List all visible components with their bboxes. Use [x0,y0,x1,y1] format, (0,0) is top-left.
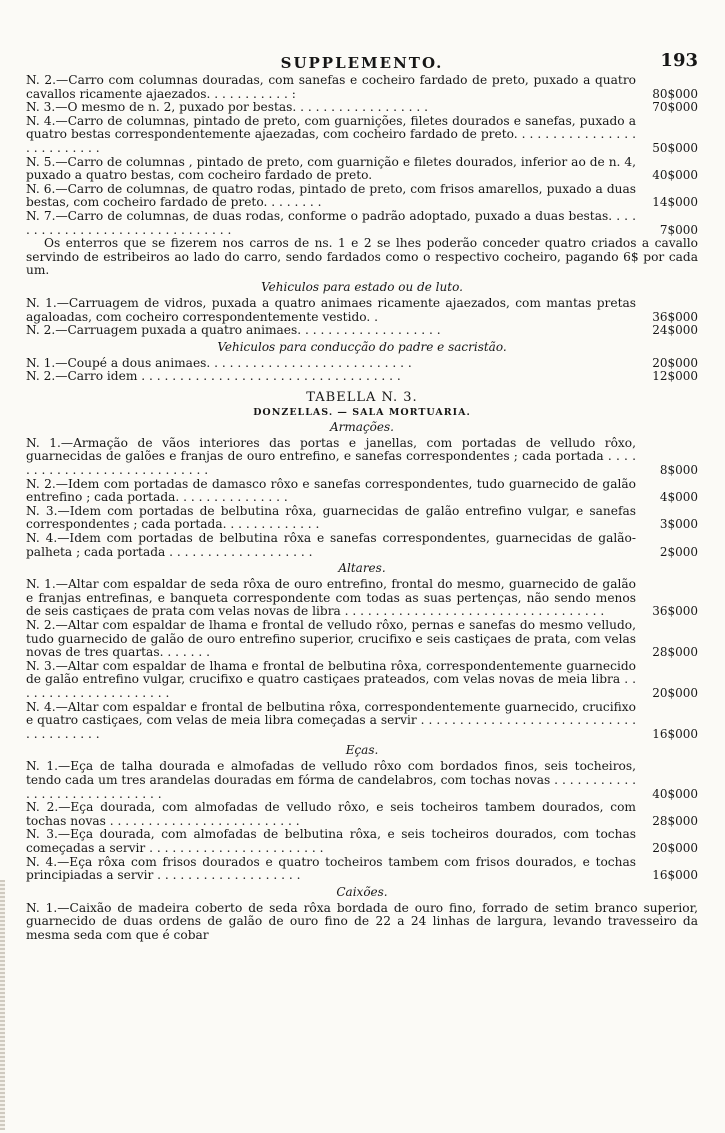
section-heading: Altares. [338,561,386,576]
price: 20$000 [652,840,698,855]
price: 4$000 [659,490,698,505]
price: 16$000 [652,726,698,741]
price: 40$000 [652,786,698,801]
price: 12$000 [652,369,698,384]
page-edge [0,880,5,1130]
section-heading: Vehiculos para estado ou de luto. [261,279,463,294]
list-item: N. 4.—Eça rôxa com frisos dourados e quatro tocheiros tambem com frisos dourados, e tochas principiadas a servir . . . . . . . . . . . . . . . . . . . 16$000 [26,854,698,883]
table-subtitle: DONZELLAS. — SALA MORTUARIA. [253,406,471,418]
price: 20$000 [652,685,698,700]
list-item: N. 4.—Idem com portadas de belbutina rôxa e sanefas correspondentes, guarnecidas de galão-palheta ; cada portada . . . . . . . . . . . . . . . . . . . 2$000 [26,531,698,559]
list-item: N. 3.—Idem com portadas de belbutina rôxa, guarnecidas de galão entrefino vulgar, e sanefas correspondentes ; cada portada. . . . . . . . . . . . . 3$000 [26,503,698,532]
list-item: N. 6.—Carro de columnas, de quatro rodas, pintado de preto, com frisos amarellos, puxado a duas bestas, com cocheiro fardado de preto. . . . . . . . 14$000 [26,181,698,210]
luto-list [26,297,698,338]
section-heading: Armações. [330,419,394,434]
list-item: N. 3.—O mesmo de n. 2, puxado por bestas. . . . . . . . . . . . . . . . . . 70$000 [26,100,698,115]
altares-list [26,578,698,741]
page-number: 193 [660,50,698,71]
price: 80$000 [652,86,698,101]
list-item: N. 2.—Eça dourada, com almofadas de velludo rôxo, e seis tocheiros tambem dourados, com tochas novas . . . . . . . . . . . . . . . . . . . . . . . . . 28$000 [26,800,698,828]
caixoes-list [26,902,698,943]
running-header [26,50,698,74]
list-item: N. 2.—Idem com portadas de damasco rôxo e sanefas correspondentes, tudo guarnecido de galão entrefino ; cada portada. . . . . . . . . . . . . . . 4$000 [26,476,698,505]
price: 20$000 [652,355,698,370]
list-item: N. 3.—Altar com espaldar de lhama e frontal de belbutina rôxa, correspondentemente guarnecido de galão entrefino vulgar, crucifixo e quatro castiçaes prateados, com velas novas de meia libra . . . . . . . . . . . . . . . . . . . . . 20$000 [26,658,698,700]
list-item: N. 4.—Carro de columnas, pintado de preto, com guarnições, filetes dourados e sanefas, puxado a quatro bestas correspondentemente ajaezadas, com cocheiro fardado de preto. . . . . . . . . . . . . . . . . . . . . . . . . . 50$000 [26,113,698,155]
list-item: N. 7.—Carro de columnas, de duas rodas, conforme o padrão adoptado, puxado a duas bestas. . . . . . . . . . . . . . . . . . . . . . . . . . . . . . . 7$000 [26,208,698,237]
price: 36$000 [652,604,698,619]
price: 50$000 [652,140,698,155]
carros-list [26,74,698,237]
nota-paragraph: Os enterros que se fizerem nos carros de ns. 1 e 2 se lhes poderão conceder quatro criados a cavallo servindo de estribeiros ao lado do carro, sendo fardados como o respectivo cocheiro, pagando 6$ por cada um. [26,236,698,278]
price: 7$000 [659,222,698,237]
section-heading: Eças. [345,743,379,758]
list-item: N. 5.—Carro de columnas , pintado de preto, com guarnição e filetes dourados, inferior ao de n. 4, puxado a quatro bestas, com cocheiro fardado de preto. 40$000 [26,154,698,183]
price: 28$000 [652,813,698,828]
list-item: N. 2.—Altar com espaldar de lhama e frontal de velludo rôxo, pernas e sanefas do mesmo velludo, tudo guarnecido de galão de ouro entrefino superior, crucifixo e seis castiçaes de prata, com velas novas de tres quartas. . . . . . . 28$000 [26,618,698,660]
price: 40$000 [652,168,698,183]
document-page [26,50,698,942]
price: 14$000 [652,195,698,210]
list-item: N. 2.—Carro idem . . . . . . . . . . . . . . . . . . . . . . . . . . . . . . . . . . 12$000 [26,369,698,384]
list-item: N. 3.—Eça dourada, com almofadas de belbutina rôxa, e seis tocheiros dourados, com tochas começadas a servir . . . . . . . . . . . . . . . . . . . . . . . 20$000 [26,827,698,855]
list-item: N. 1.—Eça de talha dourada e almofadas de velludo rôxo com bordados finos, seis tocheiros, tendo cada um tres arandelas douradas em fórma de candelabros, com tochas novas . . . . . . . . . . . . . . . . . . . . . . . . . . . . . 40$000 [26,759,698,801]
list-item: N. 1.—Coupé a dous animaes. . . . . . . . . . . . . . . . . . . . . . . . . . . 20$000 [26,355,698,370]
list-item: N. 1.—Caixão de madeira coberto de seda rôxa bordada de ouro fino, forrado de setim branco superior, guarnecido de duas ordens de galão de ouro fino de 22 a 24 linhas de largura, levando travesseiro da mesma seda com que é cobar [26,900,698,942]
list-item: N. 1.—Altar com espaldar de seda rôxa de ouro entrefino, frontal do mesmo, guarnecido de galão e franjas entrefinas, e banqueta correspondente com todas as suas pertenças, não sendo menos de seis castiçaes de prata com velas novas de libra . . . . . . . . . . . . . . . . . . . . . . . . . . . . . . . . . . 36$000 [26,577,698,619]
price: 70$000 [652,100,698,115]
ecas-list [26,760,698,882]
armacoes-list [26,437,698,559]
list-item: N. 1.—Carruagem de vidros, puxada a quatro animaes ricamente ajaezados, com mantas pretas agaloadas, com cocheiro correspondentemente vestido. . 36$000 [26,295,698,324]
list-item: N. 1.—Armação de vãos interiores das portas e janellas, com portadas de velludo rôxo, guarnecidas de galões e franjas de ouro entrefino, e sanefas correspondentes ; cada portada . . . . . . . . . . . . . . . . . . . . . . . . . . . . 8$000 [26,435,698,478]
padre-list [26,357,698,384]
price: 8$000 [659,463,698,478]
price: 24$000 [652,323,698,338]
price: 2$000 [659,544,698,559]
section-heading: Vehiculos para conducção do padre e sacristão. [217,339,507,354]
table-title: TABELLA N. 3. [306,389,418,405]
list-item: N. 2.—Carro com columnas douradas, com sanefas e cocheiro fardado de preto, puxado a quatro cavallos ricamente ajaezados. . . . . . . . . . . : 80$000 [26,73,698,101]
price: 36$000 [652,309,698,324]
page-title: SUPPLEMENTO. [280,54,444,72]
price: 16$000 [652,868,698,883]
list-item: N. 4.—Altar com espaldar e frontal de belbutina rôxa, correspondentemente guarnecido, crucifixo e quatro castiçaes, com velas de meia libra começadas a servir . . . . . . . . . . . . . . . . . . . . . . . . . . . . . . . . . . . . . . 16$000 [26,699,698,741]
list-item: N. 2.—Carruagem puxada a quatro animaes. . . . . . . . . . . . . . . . . . . 24$000 [26,323,698,338]
price: 3$000 [659,517,698,532]
section-heading: Caixões. [336,884,388,899]
price: 28$000 [652,645,698,660]
